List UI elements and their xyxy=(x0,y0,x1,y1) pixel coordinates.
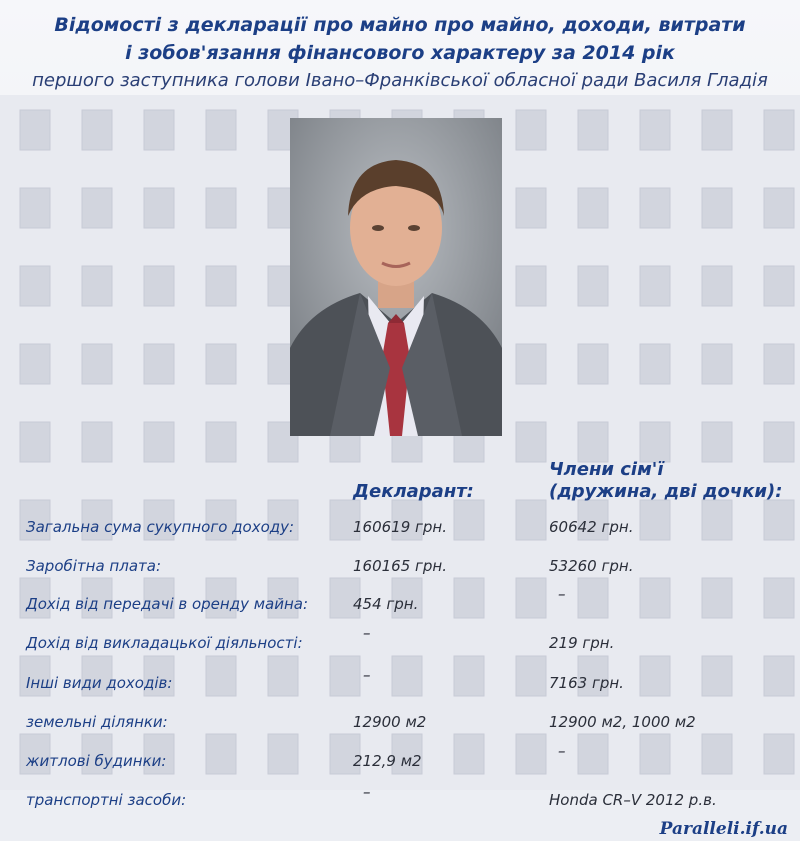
building-window xyxy=(640,500,670,540)
building-window xyxy=(578,578,608,618)
building-window xyxy=(516,500,546,540)
building-window xyxy=(144,266,174,306)
building-window xyxy=(702,422,732,462)
building-window xyxy=(640,110,670,150)
building-window xyxy=(20,266,50,306)
family-column-header-line-2: (дружина, дві дочки): xyxy=(549,481,783,502)
title-line-2: і зобов'язання фінансового характеру за 2014 рік xyxy=(125,42,675,64)
building-window xyxy=(640,656,670,696)
building-window xyxy=(702,734,732,774)
building-window xyxy=(454,734,484,774)
building-window xyxy=(640,188,670,228)
row-label: Дохід від викладацької діяльності: xyxy=(26,634,303,652)
title-line-1: Відомості з декларації про майно про майно, доходи, витрати xyxy=(54,14,746,36)
family-column-header-line-1: Члени сім'ї xyxy=(549,459,664,480)
family-value: – xyxy=(558,585,566,603)
family-value: 53260 грн. xyxy=(549,557,634,575)
building-window xyxy=(702,344,732,384)
building-window xyxy=(578,422,608,462)
building-window xyxy=(144,344,174,384)
declarant-value: – xyxy=(363,783,371,801)
building-window xyxy=(82,188,112,228)
building-window xyxy=(206,422,236,462)
building-window xyxy=(764,110,794,150)
declarant-value: – xyxy=(363,666,371,684)
declarant-value: 160619 грн. xyxy=(353,518,448,536)
row-label: Заробітна плата: xyxy=(26,557,161,575)
building-window xyxy=(516,110,546,150)
building-window xyxy=(206,734,236,774)
building-window xyxy=(454,500,484,540)
building-window xyxy=(20,422,50,462)
subtitle: першого заступника голови Івано–Франківської обласної ради Василя Гладія xyxy=(32,70,768,91)
row-label: житлові будинки: xyxy=(26,752,167,770)
family-value: 12900 м2, 1000 м2 xyxy=(549,713,696,731)
building-window xyxy=(144,422,174,462)
row-label: транспортні засоби: xyxy=(26,791,187,809)
building-window xyxy=(516,344,546,384)
building-window xyxy=(702,656,732,696)
building-window xyxy=(764,344,794,384)
building-window xyxy=(206,266,236,306)
family-value: 60642 грн. xyxy=(549,518,634,536)
building-window xyxy=(640,734,670,774)
building-window xyxy=(82,422,112,462)
building-window xyxy=(206,344,236,384)
building-window xyxy=(764,188,794,228)
row-label: Загальна сума сукупного доходу: xyxy=(26,518,295,536)
row-label: Дохід від передачі в оренду майна: xyxy=(26,595,309,613)
building-window xyxy=(578,734,608,774)
building-window xyxy=(20,188,50,228)
building-window xyxy=(268,734,298,774)
building-window xyxy=(640,422,670,462)
building-window xyxy=(144,110,174,150)
family-value: – xyxy=(558,742,566,760)
building-window xyxy=(206,110,236,150)
building-window xyxy=(454,578,484,618)
building-window xyxy=(206,188,236,228)
row-label: Інші види доходів: xyxy=(26,674,173,692)
building-window xyxy=(82,266,112,306)
building-window xyxy=(702,578,732,618)
family-value: Honda CR–V 2012 р.в. xyxy=(549,791,717,809)
declarant-column-header: Декларант: xyxy=(353,481,474,502)
portrait-photo xyxy=(290,118,502,436)
building-window xyxy=(702,500,732,540)
building-window xyxy=(516,578,546,618)
declarant-value: – xyxy=(363,624,371,642)
building-window xyxy=(516,422,546,462)
building-window xyxy=(764,656,794,696)
building-window xyxy=(268,656,298,696)
building-window xyxy=(454,656,484,696)
building-window xyxy=(20,344,50,384)
building-window xyxy=(764,734,794,774)
building-window xyxy=(702,266,732,306)
building-window xyxy=(82,344,112,384)
family-value: 219 грн. xyxy=(549,634,615,652)
row-label: земельні ділянки: xyxy=(26,713,168,731)
building-window xyxy=(82,110,112,150)
building-window xyxy=(578,188,608,228)
building-window xyxy=(392,656,422,696)
building-window xyxy=(764,578,794,618)
declarant-value: 12900 м2 xyxy=(353,713,427,731)
building-window xyxy=(640,266,670,306)
building-window xyxy=(640,344,670,384)
building-window xyxy=(206,656,236,696)
source-watermark: Paralleli.if.ua xyxy=(659,819,788,839)
building-window xyxy=(516,656,546,696)
building-window xyxy=(764,266,794,306)
building-window xyxy=(764,500,794,540)
building-window xyxy=(578,266,608,306)
building-window xyxy=(330,656,360,696)
building-window xyxy=(516,188,546,228)
family-value: 7163 грн. xyxy=(549,674,624,692)
building-window xyxy=(702,110,732,150)
building-window xyxy=(516,266,546,306)
building-window xyxy=(578,110,608,150)
building-window xyxy=(764,422,794,462)
building-window xyxy=(640,578,670,618)
building-window xyxy=(702,188,732,228)
declarant-value: 212,9 м2 xyxy=(353,752,422,770)
building-window xyxy=(516,734,546,774)
declarant-value: 454 грн. xyxy=(353,595,419,613)
building-window xyxy=(20,110,50,150)
building-window xyxy=(144,188,174,228)
declarant-value: 160165 грн. xyxy=(353,557,448,575)
building-window xyxy=(578,344,608,384)
